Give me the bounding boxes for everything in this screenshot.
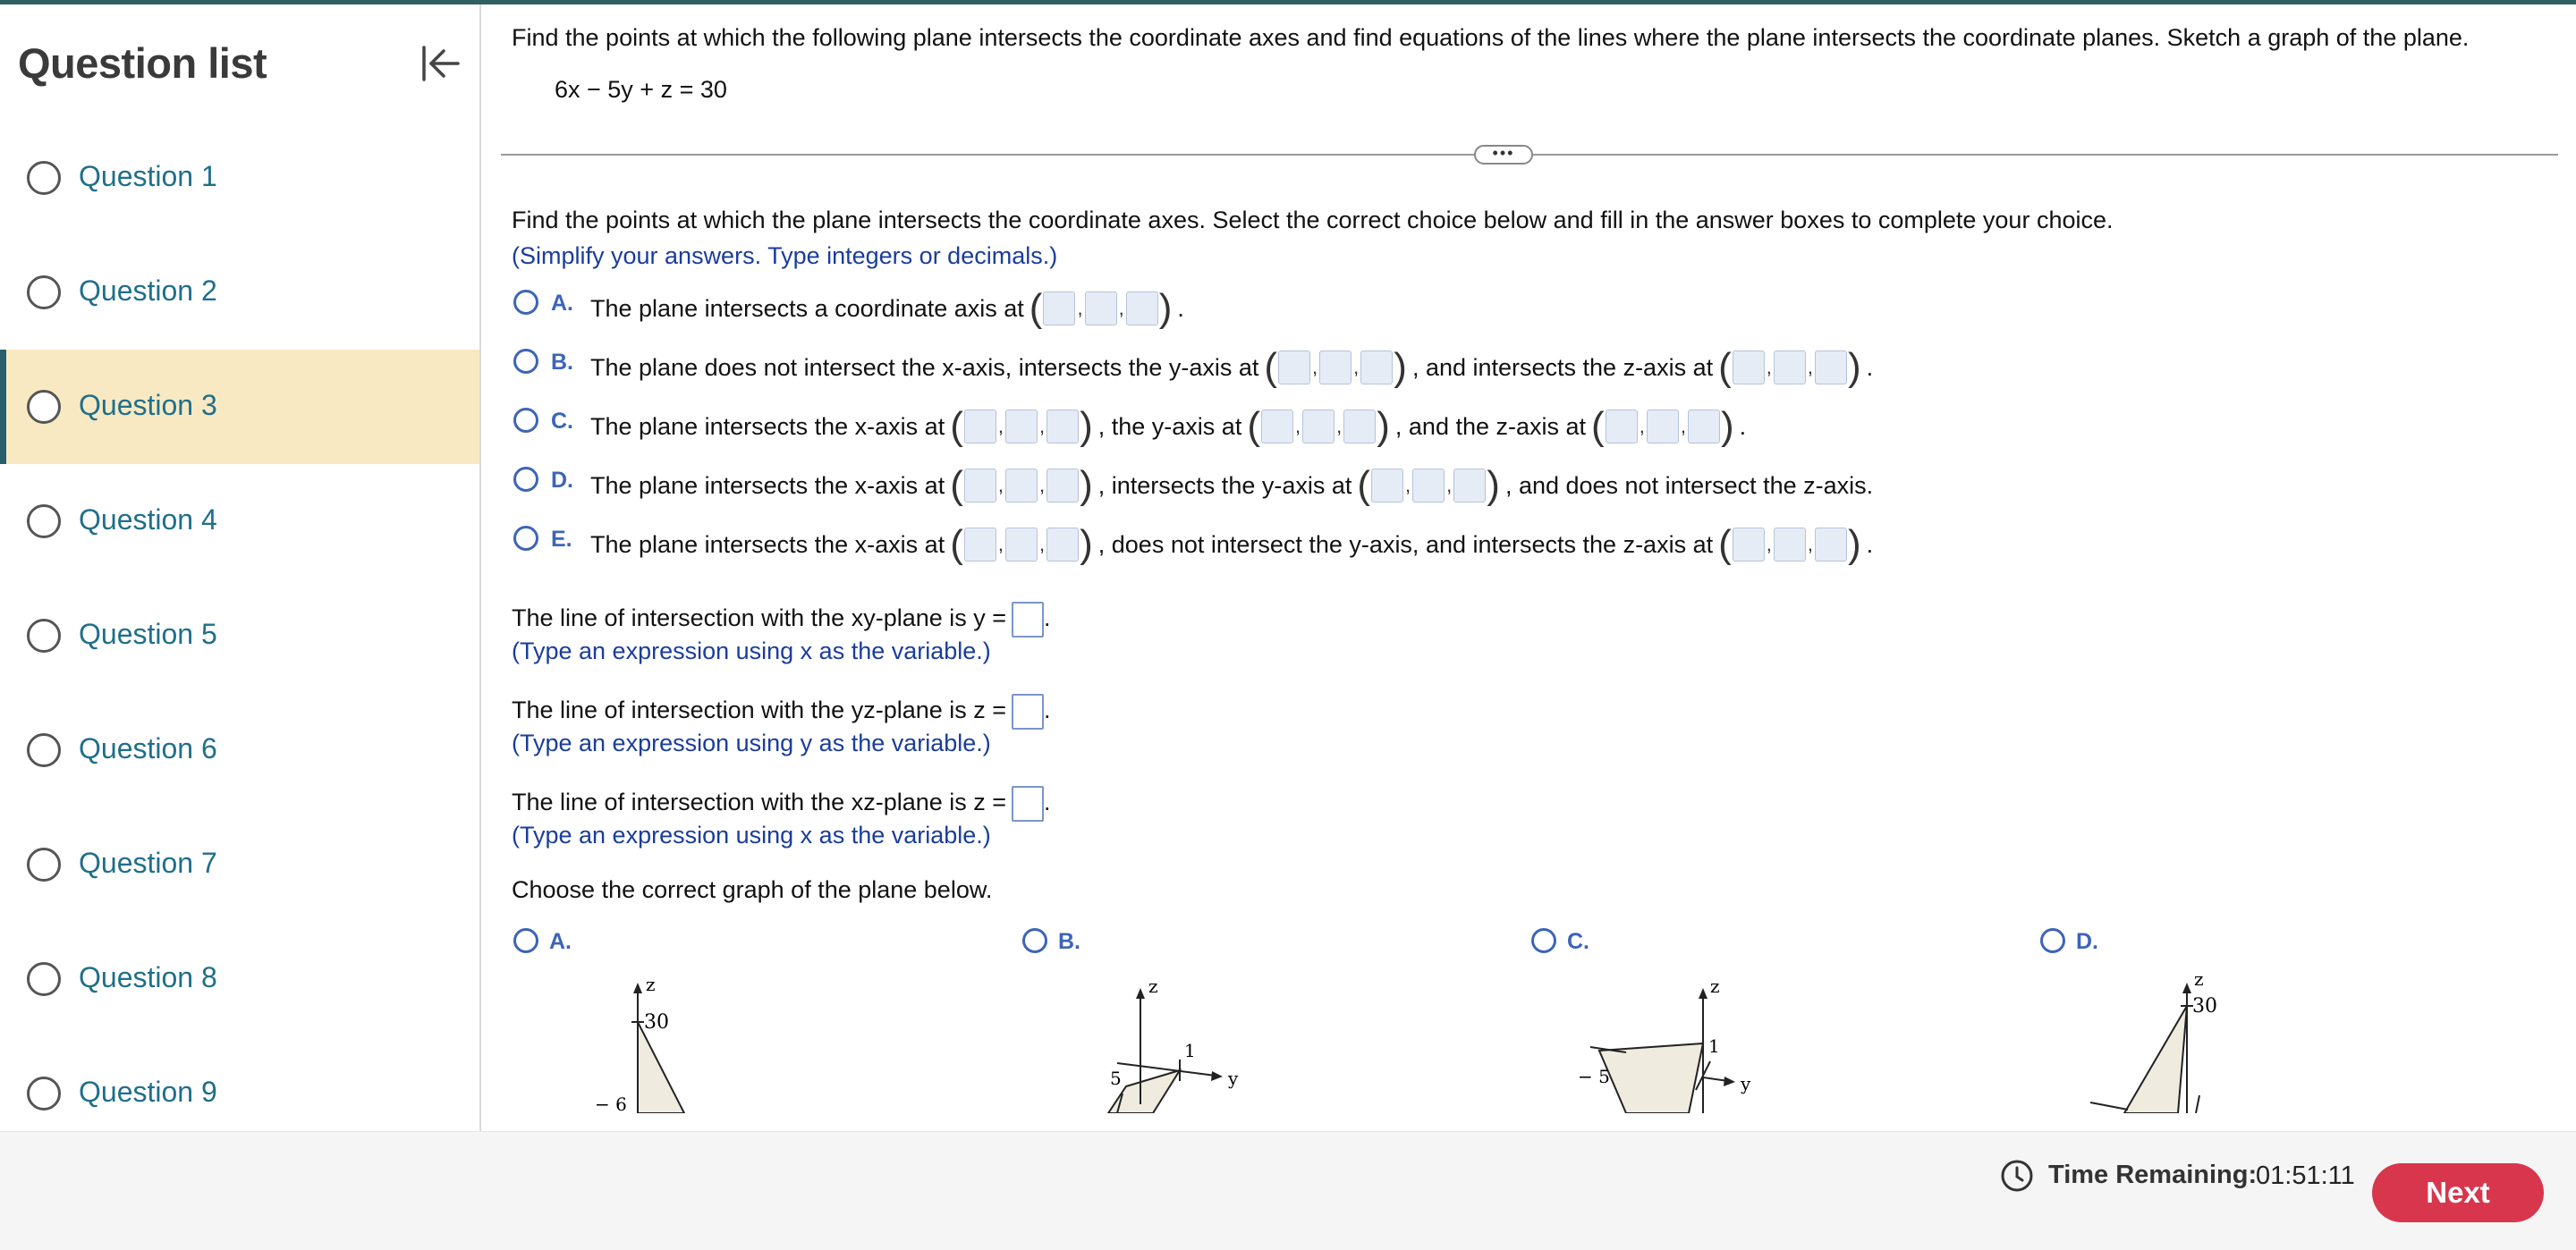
collapse-sidebar-button[interactable] <box>417 40 463 87</box>
answer-box[interactable] <box>1774 528 1806 562</box>
y-axis-label: y <box>1741 1073 1751 1094</box>
choice-a-letter: A. <box>551 291 573 316</box>
choice-text: , the y-axis at <box>1097 412 1242 440</box>
choice-d-radio[interactable] <box>513 467 538 492</box>
choice-text: , and the z-axis at <box>1394 412 1587 440</box>
xy-line-answer-box[interactable] <box>1012 602 1044 638</box>
choice-text: , does not intersect the y-axis, and intersects the z-axis at <box>1097 530 1714 558</box>
answer-box[interactable] <box>1261 410 1293 443</box>
graph-b-image[interactable] <box>1063 970 1242 1113</box>
y-axis-label: y <box>1228 1068 1239 1089</box>
graph-c-radio[interactable] <box>1531 928 1556 953</box>
answer-box[interactable] <box>1606 410 1638 443</box>
coordinate-input-group: ( , , ) <box>950 522 1093 566</box>
choice-text: , and does not intersect the z-axis. <box>1504 471 1874 499</box>
choice-text: The plane intersects the x-axis at <box>590 471 945 499</box>
answer-box[interactable] <box>1085 291 1117 325</box>
choice-text: . <box>1866 353 1874 381</box>
answer-box[interactable] <box>1412 469 1445 503</box>
graph-a-radio[interactable] <box>513 928 538 953</box>
sidebar-item-question-6[interactable] <box>0 693 479 807</box>
choice-text: , intersects the y-axis at <box>1097 471 1352 499</box>
choice-text: . <box>1177 294 1184 322</box>
answer-box[interactable] <box>1005 528 1038 562</box>
question-prompt: Find the points at which the following plane intersects the coordinate axes and find equations of the lines where the plane intersects the coordinate planes. Sketch a graph of the plane. <box>512 24 2470 51</box>
coordinate-input-group: ( , , ) <box>1718 345 1861 389</box>
graph-d-radio[interactable] <box>2040 928 2065 953</box>
coordinate-input-group: ( , , ) <box>1357 463 1500 507</box>
coordinate-input-group: ( , , ) <box>1247 404 1390 448</box>
trace <box>2196 1095 2199 1113</box>
clock-icon <box>2000 1159 2034 1193</box>
choice-c-letter: C. <box>551 409 573 434</box>
x-tick-label: − 5 <box>1578 1066 1610 1087</box>
answer-box[interactable] <box>964 410 996 443</box>
choice-d-text <box>590 464 1873 507</box>
coordinate-input-group: ( , , ) <box>1029 286 1173 330</box>
answer-box[interactable] <box>1733 351 1765 384</box>
status-circle-icon <box>27 848 61 882</box>
coordinate-input-group: ( , , ) <box>1264 345 1407 389</box>
graph-a-letter: A. <box>549 929 572 954</box>
sidebar-item-question-9[interactable] <box>0 1036 479 1131</box>
choice-e-letter: E. <box>551 527 572 552</box>
graph-c-plot <box>1572 970 1751 1113</box>
sidebar-item-label: Question 9 <box>79 1076 217 1108</box>
choice-b-letter: B. <box>551 350 573 375</box>
choice-text: . <box>1866 530 1874 558</box>
answer-box[interactable] <box>964 469 996 503</box>
xy-line-hint: (Type an expression using x as the variable.) <box>512 638 991 664</box>
choice-a-radio[interactable] <box>513 290 538 315</box>
answer-box[interactable] <box>1046 528 1079 562</box>
sidebar-item-question-5[interactable] <box>0 579 479 693</box>
sidebar-item-label: Question 6 <box>79 732 217 764</box>
sidebar-item-label: Question 7 <box>79 847 217 879</box>
choice-b-radio[interactable] <box>513 349 538 374</box>
z-axis-label: z <box>1148 976 1158 997</box>
x-axis <box>2090 1102 2128 1110</box>
answer-box[interactable] <box>1278 351 1310 384</box>
coordinate-input-group: ( , , ) <box>1591 404 1734 448</box>
graph-d-image[interactable] <box>2081 970 2260 1113</box>
xz-line-hint: (Type an expression using x as the variable.) <box>512 822 991 849</box>
sidebar-item-question-3[interactable] <box>0 350 479 464</box>
answer-box[interactable] <box>1319 351 1352 384</box>
z-tick-label: 30 <box>644 1011 669 1034</box>
graph-d-plot <box>2081 970 2260 1113</box>
sidebar-item-question-4[interactable] <box>0 464 479 579</box>
z-axis-label: z <box>2194 970 2204 990</box>
collapse-left-icon <box>417 40 463 87</box>
plane-face <box>638 1022 684 1113</box>
sidebar-item-label: Question 1 <box>79 160 217 192</box>
choice-e-text <box>590 523 1873 566</box>
sidebar-item-label: Question 3 <box>79 389 217 421</box>
answer-box[interactable] <box>1046 410 1079 443</box>
y-tick-label: 1 <box>1184 1040 1196 1061</box>
z-axis-label: z <box>646 974 656 995</box>
answer-box[interactable] <box>964 528 996 562</box>
status-circle-icon <box>27 161 61 195</box>
status-circle-icon <box>27 504 61 538</box>
sidebar-item-label: Question 4 <box>79 503 217 536</box>
graph-c-letter: C. <box>1567 929 1589 954</box>
choice-text: . <box>1739 412 1747 440</box>
answer-box[interactable] <box>1302 410 1335 443</box>
xz-line-answer-box[interactable] <box>1012 786 1044 822</box>
graph-b-letter: B. <box>1058 929 1080 954</box>
answer-box[interactable] <box>1005 469 1038 503</box>
sidebar-item-question-1[interactable] <box>0 121 479 235</box>
sidebar-item-label: Question 8 <box>79 961 217 993</box>
choice-a-text <box>590 287 1184 330</box>
status-circle-icon <box>27 619 61 653</box>
coordinate-input-group: ( , , ) <box>1718 522 1861 566</box>
xz-line-question: The line of intersection with the xz-plane is z = . <box>512 786 1051 822</box>
answer-box[interactable] <box>1453 469 1486 503</box>
choice-text: The plane intersects a coordinate axis at <box>590 294 1024 322</box>
z-axis-label: z <box>1710 976 1720 997</box>
coordinate-input-group: ( , , ) <box>950 463 1093 507</box>
answer-box[interactable] <box>1774 351 1806 384</box>
choice-d-letter: D. <box>551 468 573 493</box>
xz-line-text: The line of intersection with the xz-plane is z = <box>512 789 1007 816</box>
graph-a-plot <box>555 970 733 1113</box>
y-axis-arrow <box>1211 1071 1223 1081</box>
divider-handle[interactable]: ••• <box>1474 145 1533 165</box>
answer-box[interactable] <box>1647 410 1679 443</box>
sidebar-item-question-7[interactable] <box>0 807 479 922</box>
graph-a-image[interactable] <box>555 970 733 1113</box>
z-axis-arrow <box>2182 983 2191 993</box>
z-tick-label: 1 <box>1708 1035 1720 1057</box>
answer-box[interactable] <box>1360 351 1393 384</box>
answer-box[interactable] <box>1343 410 1376 443</box>
yz-line-answer-box[interactable] <box>1012 694 1044 730</box>
coordinate-input-group: ( , , ) <box>950 404 1093 448</box>
answer-box[interactable] <box>1005 410 1038 443</box>
question-list-sidebar <box>0 4 481 1131</box>
graph-instruction: Choose the correct graph of the plane below. <box>512 876 993 903</box>
choice-c-text <box>590 405 1746 448</box>
choice-c-radio[interactable] <box>513 408 538 433</box>
yz-line-text: The line of intersection with the yz-plane is z = <box>512 697 1007 724</box>
time-remaining-value: 01:51:11 <box>2256 1161 2355 1190</box>
answer-box[interactable] <box>1815 351 1847 384</box>
choice-b-text <box>590 346 1873 389</box>
answer-box[interactable] <box>1126 291 1158 325</box>
choice-e-radio[interactable] <box>513 526 538 551</box>
sidebar-header <box>0 4 479 121</box>
sidebar-item-label: Question 5 <box>79 618 217 650</box>
y-axis-arrow <box>1724 1077 1735 1086</box>
footer-bar <box>0 1131 2576 1250</box>
part1-instruction: Find the points at which the plane intersects the coordinate axes. Select the correct choice below and fill in the answer boxes to complete your choice. <box>512 207 2114 233</box>
status-circle-icon <box>27 390 61 424</box>
choice-text: The plane intersects the x-axis at <box>590 412 945 440</box>
sidebar-item-label: Question 2 <box>79 274 217 307</box>
yz-line-hint: (Type an expression using y as the variable.) <box>512 730 991 756</box>
question-content <box>483 4 2576 1131</box>
sidebar-item-question-8[interactable] <box>0 922 479 1036</box>
z-axis-arrow <box>1699 988 1707 999</box>
z-axis-arrow <box>633 983 642 993</box>
answer-box[interactable] <box>1043 291 1075 325</box>
plane-face <box>2124 1006 2187 1113</box>
sidebar-title: Question list <box>18 39 267 87</box>
status-circle-icon <box>27 962 61 996</box>
choice-text: The plane does not intersect the x-axis, intersects the y-axis at <box>590 353 1259 381</box>
status-circle-icon <box>27 1077 61 1111</box>
graph-c-image[interactable] <box>1572 970 1751 1113</box>
z-tick-label: 30 <box>2192 995 2217 1018</box>
graph-d-letter: D. <box>2076 929 2098 954</box>
answer-box[interactable] <box>1815 528 1847 562</box>
x-tick-label: 5 <box>1110 1068 1122 1089</box>
choice-text: , and intersects the z-axis at <box>1411 353 1714 381</box>
graph-b-radio[interactable] <box>1022 928 1047 953</box>
plane-face <box>1599 1043 1703 1113</box>
sidebar-item-question-2[interactable] <box>0 235 479 350</box>
xy-line-text: The line of intersection with the xy-plane is y = <box>512 604 1007 632</box>
status-circle-icon <box>27 275 61 309</box>
question-equation: 6x − 5y + z = 30 <box>555 76 727 103</box>
status-circle-icon <box>27 733 61 767</box>
z-axis-arrow <box>1136 988 1145 999</box>
part1-hint: (Simplify your answers. Type integers or decimals.) <box>512 242 1058 269</box>
x-tick-label: − 6 <box>595 1094 627 1113</box>
xy-line-question: The line of intersection with the xy-plane is y = . <box>512 602 1051 638</box>
yz-line-question: The line of intersection with the yz-plane is z = . <box>512 694 1051 730</box>
time-remaining-label: Time Remaining: <box>2048 1161 2258 1189</box>
answer-box[interactable] <box>1688 410 1720 443</box>
graph-b-plot <box>1063 970 1242 1113</box>
answer-box[interactable] <box>1371 469 1403 503</box>
answer-box[interactable] <box>1046 469 1079 503</box>
answer-box[interactable] <box>1733 528 1765 562</box>
choice-text: The plane intersects the x-axis at <box>590 530 945 558</box>
next-button[interactable]: Next <box>2372 1163 2544 1222</box>
